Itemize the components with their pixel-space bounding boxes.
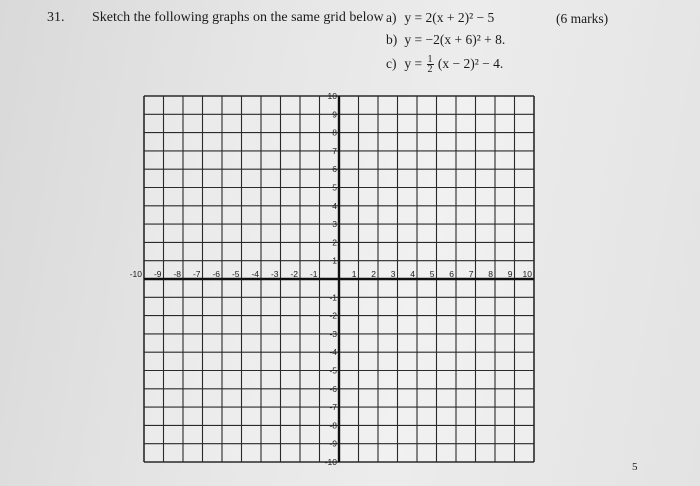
- equation-list: [386, 9, 506, 76]
- x-tick-label: -8: [173, 269, 181, 279]
- equation-label: b): [386, 32, 398, 47]
- equation-lead: y =: [404, 56, 426, 71]
- y-tick-label: -5: [329, 365, 337, 376]
- x-tick-label: 1: [351, 269, 357, 279]
- x-tick-label: -5: [231, 269, 240, 279]
- x-tick-label: 3: [390, 269, 396, 279]
- y-tick-label: 8: [332, 127, 337, 138]
- y-tick-label: 10: [327, 91, 337, 101]
- x-tick-label: -9: [153, 269, 162, 279]
- x-tick-label: -7: [192, 269, 201, 279]
- equation-a: [386, 9, 505, 27]
- equation-label: a): [386, 10, 397, 25]
- x-tick-label: -2: [290, 269, 298, 279]
- y-tick-label: -3: [329, 328, 337, 339]
- y-tick-label: -1: [329, 292, 337, 303]
- y-tick-label: 1: [332, 255, 337, 266]
- y-tick-label: -2: [329, 310, 337, 321]
- x-tick-label: -1: [309, 269, 318, 279]
- x-tick-label: 7: [468, 269, 474, 279]
- y-tick-label: -8: [329, 420, 337, 431]
- y-tick-label: -6: [329, 383, 337, 394]
- x-tick-label: 6: [449, 269, 454, 279]
- x-tick-label: 2: [371, 269, 376, 279]
- page-number: 5: [632, 461, 638, 473]
- equation-label: c): [386, 56, 397, 71]
- x-tick-label: 9: [507, 269, 513, 279]
- x-tick-label: 4: [410, 269, 415, 279]
- y-tick-label: 5: [332, 182, 337, 193]
- x-tick-label: -3: [270, 269, 279, 279]
- fraction-denominator: 2: [427, 64, 433, 76]
- fraction-numerator: 1: [427, 54, 433, 66]
- y-tick-label: -9: [329, 438, 337, 449]
- y-tick-label: 4: [332, 200, 337, 211]
- equation-b: [386, 31, 505, 49]
- y-tick-label: -4: [329, 347, 337, 358]
- x-tick-label: -6: [212, 269, 220, 279]
- question-prompt: Sketch the following graphs on the same grid below: [92, 10, 384, 25]
- equation-tail: (x − 2)² − 4.: [437, 56, 504, 71]
- x-tick-label: 10: [522, 269, 532, 279]
- y-tick-label: 2: [332, 237, 337, 248]
- y-tick-label: -7: [329, 402, 337, 413]
- y-tick-label: 9: [332, 109, 337, 120]
- question-number: 31.: [47, 10, 65, 25]
- y-tick-label: 7: [332, 145, 337, 156]
- equation-fraction: [427, 55, 434, 74]
- x-tick-label: 8: [488, 269, 493, 279]
- x-tick-label: -10: [129, 269, 142, 279]
- equation-text: y = −2(x + 6)² + 8.: [404, 32, 506, 47]
- equation-text: y = 2(x + 2)² − 5: [404, 10, 495, 25]
- coordinate-grid[interactable]: [129, 91, 537, 467]
- y-tick-label: -10: [324, 457, 337, 467]
- x-tick-label: -4: [251, 269, 259, 279]
- y-tick-label: 6: [332, 164, 337, 175]
- x-tick-label: 5: [429, 269, 435, 279]
- y-tick-label: 3: [332, 219, 337, 230]
- equation-c: [386, 54, 505, 76]
- question-marks: (6 marks): [556, 11, 609, 26]
